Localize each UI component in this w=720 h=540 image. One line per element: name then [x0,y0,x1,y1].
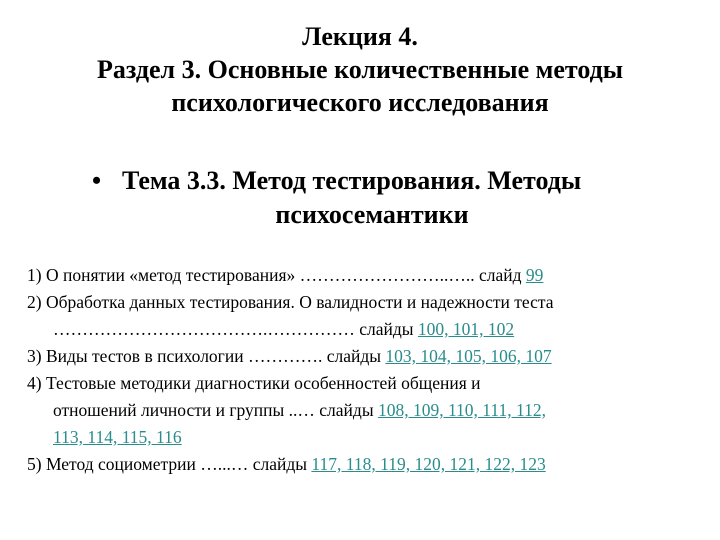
slide-link[interactable]: 99 [525,265,544,285]
topic-line-1: Тема 3.3. Метод тестирования. Методы [122,166,582,195]
item-text: 4) Тестовые методики диагностики особенностей общения и [27,373,481,393]
list-item-line [27,451,697,478]
item-text: 1) О понятии «метод тестирования» ……………………..….. слайд [27,265,526,285]
list-item-line [27,289,697,316]
bullet-icon: • [92,166,102,195]
slide-link[interactable]: 108, 109, 110, 111, 112, [377,400,546,420]
list-item-3 [27,343,697,370]
slide-link[interactable]: 117, 118, 119, 120, 121, 122, 123 [311,454,546,474]
title-line-2: Раздел 3. Основные количественные методы [96,55,624,84]
item-text: ……………………………….…………… слайды [53,319,418,339]
slide-link[interactable]: 103, 104, 105, 106, 107 [385,346,552,366]
contents-list [27,262,697,478]
lecture-title [20,20,700,119]
item-text: 2) Обработка данных тестирования. О валидности и надежности теста [27,292,554,312]
list-item-line [27,397,697,424]
list-item-5 [27,451,697,478]
list-item-4 [27,370,697,451]
list-item-line [27,262,697,289]
item-text: отношений личности и группы ..… слайды [53,400,378,420]
list-item-line [27,343,697,370]
list-item-2 [27,289,697,343]
title-line-3: психологического исследования [171,88,549,117]
topic-line-2: психосемантики [275,200,469,229]
list-item-line [27,316,697,343]
list-item-1 [27,262,697,289]
list-item-line [27,424,697,451]
title-line-1: Лекция 4. [302,22,418,51]
slide-link[interactable]: 113, 114, 115, 116 [53,427,182,447]
item-text: 3) Виды тестов в психологии …………. слайды [27,346,386,366]
list-item-line [27,370,697,397]
slide-link[interactable]: 100, 101, 102 [417,319,515,339]
item-text: 5) Метод социометрии …...… слайды [27,454,312,474]
